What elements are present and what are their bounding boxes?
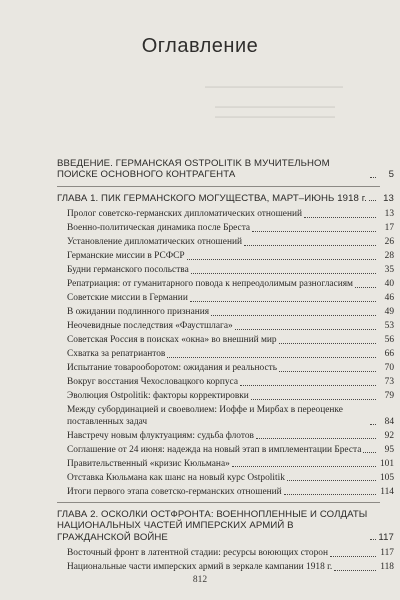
toc-entry (57, 293, 394, 304)
toc-entry-title: Пролог советско-германских дипломатических отношений (67, 209, 303, 220)
toc-entry (57, 237, 394, 248)
toc-entry-title: ГЛАВА 2. ОСКОЛКИ ОСТФРОНТА: ВОЕННОПЛЕННЫЕ И СОЛДАТЫ НАЦИОНАЛЬНЫХ ЧАСТЕЙ ИМПЕРСКИХ АРМИЙ В ГРАЖДАНСКОЙ ВОЙНЕ (57, 509, 368, 543)
toc-entry-page: 73 (384, 377, 394, 388)
toc-entry (57, 335, 394, 346)
toc-entry-title: В ожидании подлинного признания (67, 307, 210, 318)
toc-entry-page: 66 (384, 349, 394, 360)
dot-leader (187, 259, 376, 260)
toc-entry (57, 251, 394, 262)
toc-entry (57, 265, 394, 276)
toc-entry (57, 363, 394, 374)
toc-entry-title: Будни германского посольства (67, 265, 189, 276)
toc-entry (57, 321, 394, 332)
toc-entry-page: 13 (384, 209, 394, 220)
dot-leader (330, 556, 376, 557)
dot-leader (232, 466, 376, 467)
toc-entry (57, 431, 394, 442)
toc-entry-title: Схватка за репатриантов (67, 349, 166, 360)
toc-entry (57, 548, 394, 559)
toc-entry (57, 445, 394, 456)
toc-entry (57, 209, 394, 220)
toc-entry (57, 473, 394, 484)
dot-leader (190, 301, 376, 302)
page-number: 812 (192, 575, 208, 585)
toc-entry (57, 377, 394, 388)
toc-entry-title: Вокруг восстания Чехословацкого корпуса (67, 377, 238, 388)
dot-leader (363, 452, 376, 453)
dot-leader (251, 399, 376, 400)
dot-leader (235, 329, 376, 330)
dot-leader (370, 424, 376, 425)
dot-leader (287, 480, 376, 481)
section-divider (57, 502, 380, 503)
toc-entry-title: Репатриация: от гуманитарного повода к непреодолимым разногласиям (67, 279, 353, 290)
toc-entry (57, 459, 394, 470)
toc-entry (57, 391, 394, 402)
dot-leader (167, 357, 376, 358)
dot-leader (240, 385, 376, 386)
dot-leader (252, 231, 376, 232)
toc-entry-title: Установление дипломатических отношений (67, 237, 242, 248)
toc-entry-title: Между субординацией и своеволием: Иоффе и Мирбах в переоценке поставленных задач (67, 405, 343, 427)
toc-entry-title: Испытание товарооборотом: ожидания и реальность (67, 363, 277, 374)
toc-entry-page: 101 (379, 458, 394, 469)
toc-entry-title: Неочевидные последствия «Фаустшлага» (67, 321, 233, 332)
toc-entry-page: 118 (380, 562, 394, 573)
toc-entry-page: 95 (384, 444, 394, 455)
dot-leader (244, 245, 376, 246)
toc-entry (57, 405, 394, 428)
page-title: Оглавление (141, 35, 259, 58)
toc-entry-title: ГЛАВА 1. ПИК ГЕРМАНСКОГО МОГУЩЕСТВА, МАРТ–ИЮНЬ 1918 г. (57, 192, 367, 204)
table-of-contents (57, 156, 394, 576)
toc-entry-page: 117 (380, 548, 394, 559)
toc-entry-page: 79 (384, 391, 394, 402)
bleed-through-text: ▬▬▬▬▬▬▬▬▬▬▬▬▬▬▬▬▬▬▬▬ (215, 114, 335, 120)
dot-leader (334, 570, 376, 571)
toc-chapter-entry (57, 158, 394, 181)
dot-leader (211, 315, 376, 316)
dot-leader (370, 177, 376, 178)
toc-entry-title: Советские миссии в Германии (67, 293, 188, 304)
toc-entry-page: 46 (384, 293, 394, 304)
toc-chapter-entry (57, 193, 394, 204)
toc-entry-title: Германские миссии в РСФСР (67, 251, 185, 262)
toc-entry (57, 307, 394, 318)
toc-entry-title: ВВЕДЕНИЕ. ГЕРМАНСКАЯ OSTPOLITIK В МУЧИТЕЛЬНОМ ПОИСКЕ ОСНОВНОГО КОНТРАГЕНТА (57, 158, 330, 181)
toc-entry-page: 70 (384, 363, 394, 374)
toc-entry-title: Военно-политическая динамика после Бреста (67, 223, 251, 234)
dot-leader (191, 273, 376, 274)
toc-entry-page: 114 (380, 486, 394, 497)
toc-entry-page: 92 (384, 430, 394, 441)
toc-entry-title: Соглашение от 24 июня: надежда на новый этап в имплементации Бреста (67, 444, 362, 455)
toc-entry-title: Восточный фронт в латентной стадии: ресурсы воюющих сторон (67, 548, 328, 559)
dot-leader (355, 287, 376, 288)
dot-leader (256, 438, 376, 439)
section-divider (57, 186, 380, 187)
toc-entry-page: 26 (384, 237, 394, 248)
toc-entry-page: 13 (383, 192, 394, 204)
toc-entry-page: 49 (384, 307, 394, 318)
toc-entry-title: Навстречу новым флуктуациям: судьба флотов (67, 430, 254, 441)
toc-entry (57, 223, 394, 234)
dot-leader (284, 494, 376, 495)
toc-entry-title: Советская Россия в поисках «окна» во внешний мир (67, 335, 277, 346)
toc-entry-page: 5 (388, 169, 394, 181)
toc-entry-page: 84 (384, 416, 394, 427)
toc-entry-title: Национальные части имперских армий в зеркале кампании 1918 г. (67, 562, 333, 573)
dot-leader (279, 343, 376, 344)
toc-entry-page: 117 (378, 531, 394, 543)
toc-entry-page: 17 (384, 223, 394, 234)
toc-entry-page: 56 (384, 335, 394, 346)
toc-entry-page: 28 (384, 251, 394, 262)
toc-entry-title: Эволюция Ostpolitik: факторы корректировки (67, 391, 249, 402)
bleed-through-text: ▬▬▬▬▬▬▬▬▬▬▬▬▬▬▬▬▬▬▬▬▬▬▬ (205, 84, 343, 90)
dot-leader (370, 539, 376, 540)
dot-leader (279, 371, 376, 372)
toc-entry-page: 40 (384, 279, 394, 290)
toc-entry-page: 105 (379, 472, 394, 483)
toc-entry (57, 487, 394, 498)
toc-entry-title: Отставка Кюльмана как шанс на новый курс Ostpolitik (67, 472, 285, 483)
toc-entry (57, 349, 394, 360)
toc-chapter-entry (57, 509, 394, 543)
toc-entry-page: 35 (384, 265, 394, 276)
bleed-through-text: ▬▬▬▬▬▬▬▬▬▬▬▬▬▬▬▬▬▬▬▬ (215, 104, 335, 110)
dot-leader (304, 217, 376, 218)
toc-entry-title: Правительственный «кризис Кюльмана» (67, 458, 230, 469)
dot-leader (369, 200, 376, 201)
toc-entry (57, 562, 394, 573)
toc-entry-title: Итоги первого этапа советско-германских отношений (67, 486, 282, 497)
toc-entry-page: 53 (384, 321, 394, 332)
toc-entry (57, 279, 394, 290)
